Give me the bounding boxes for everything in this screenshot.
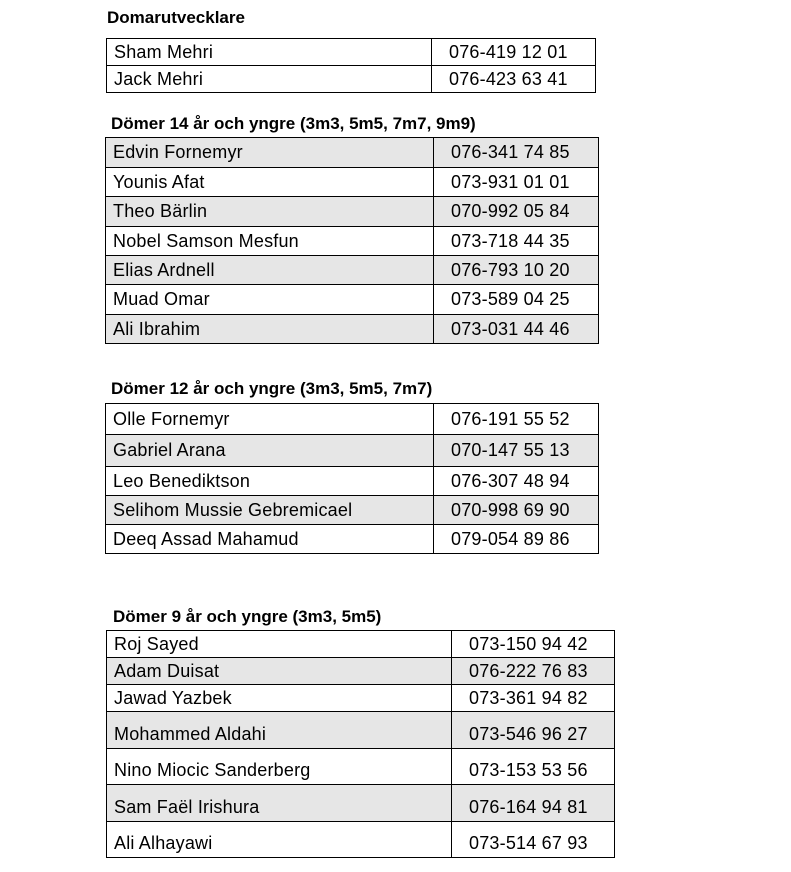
phone-number: 079-054 89 86 xyxy=(434,525,599,554)
roster-table-domarutvecklare xyxy=(106,38,596,93)
roster-table-u14 xyxy=(105,137,599,344)
table-row xyxy=(107,658,615,685)
section-title-domarutvecklare: Domarutvecklare xyxy=(107,8,245,27)
referee-name: Elias Ardnell xyxy=(106,256,434,285)
section-title-u12: Dömer 12 år och yngre (3m3, 5m5, 7m7) xyxy=(111,379,433,398)
table-row xyxy=(106,285,599,315)
referee-name: Ali Ibrahim xyxy=(106,315,434,344)
phone-number: 076-419 12 01 xyxy=(432,39,596,66)
phone-number: 073-931 01 01 xyxy=(434,168,599,197)
table-row xyxy=(107,822,615,858)
phone-number: 076-222 76 83 xyxy=(452,658,615,685)
phone-number: 073-361 94 82 xyxy=(452,685,615,712)
table-row xyxy=(106,404,599,435)
referee-name: Jack Mehri xyxy=(107,66,432,93)
referee-name: Gabriel Arana xyxy=(106,435,434,467)
referee-name: Sham Mehri xyxy=(107,39,432,66)
phone-number: 076-191 55 52 xyxy=(434,404,599,435)
table-row xyxy=(106,138,599,168)
roster-table-u9 xyxy=(106,630,615,858)
phone-number: 073-546 96 27 xyxy=(452,712,615,749)
referee-name: Deeq Assad Mahamud xyxy=(106,525,434,554)
referee-name: Younis Afat xyxy=(106,168,434,197)
table-row xyxy=(106,256,599,285)
referee-name: Nobel Samson Mesfun xyxy=(106,227,434,256)
referee-name: Adam Duisat xyxy=(107,658,452,685)
phone-number: 076-423 63 41 xyxy=(432,66,596,93)
table-row xyxy=(107,785,615,822)
referee-name: Ali Alhayawi xyxy=(107,822,452,858)
referee-name: Theo Bärlin xyxy=(106,197,434,227)
table-row xyxy=(107,66,596,93)
referee-name: Edvin Fornemyr xyxy=(106,138,434,168)
referee-name: Mohammed Aldahi xyxy=(107,712,452,749)
referee-name: Leo Benediktson xyxy=(106,467,434,496)
phone-number: 076-164 94 81 xyxy=(452,785,615,822)
table-row xyxy=(107,39,596,66)
table-row xyxy=(107,712,615,749)
phone-number: 070-998 69 90 xyxy=(434,496,599,525)
table-row xyxy=(106,168,599,197)
phone-number: 073-589 04 25 xyxy=(434,285,599,315)
table-row xyxy=(106,467,599,496)
section-title-u9: Dömer 9 år och yngre (3m3, 5m5) xyxy=(113,607,382,626)
referee-name: Nino Miocic Sanderberg xyxy=(107,749,452,785)
referee-name: Muad Omar xyxy=(106,285,434,315)
phone-number: 076-793 10 20 xyxy=(434,256,599,285)
table-row xyxy=(107,685,615,712)
referee-name: Selihom Mussie Gebremicael xyxy=(106,496,434,525)
phone-number: 073-153 53 56 xyxy=(452,749,615,785)
referee-name: Sam Faël Irishura xyxy=(107,785,452,822)
phone-number: 073-718 44 35 xyxy=(434,227,599,256)
table-row xyxy=(106,227,599,256)
table-row xyxy=(106,315,599,344)
table-row xyxy=(107,631,615,658)
phone-number: 070-992 05 84 xyxy=(434,197,599,227)
section-title-u14: Dömer 14 år och yngre (3m3, 5m5, 7m7, 9m9) xyxy=(111,114,476,133)
phone-number: 073-514 67 93 xyxy=(452,822,615,858)
table-row xyxy=(106,197,599,227)
phone-number: 070-147 55 13 xyxy=(434,435,599,467)
table-row xyxy=(106,435,599,467)
roster-table-u12 xyxy=(105,403,599,554)
referee-name: Jawad Yazbek xyxy=(107,685,452,712)
table-row xyxy=(107,749,615,785)
table-row xyxy=(106,496,599,525)
phone-number: 073-031 44 46 xyxy=(434,315,599,344)
referee-name: Roj Sayed xyxy=(107,631,452,658)
phone-number: 076-307 48 94 xyxy=(434,467,599,496)
referee-name: Olle Fornemyr xyxy=(106,404,434,435)
table-row xyxy=(106,525,599,554)
phone-number: 076-341 74 85 xyxy=(434,138,599,168)
phone-number: 073-150 94 42 xyxy=(452,631,615,658)
